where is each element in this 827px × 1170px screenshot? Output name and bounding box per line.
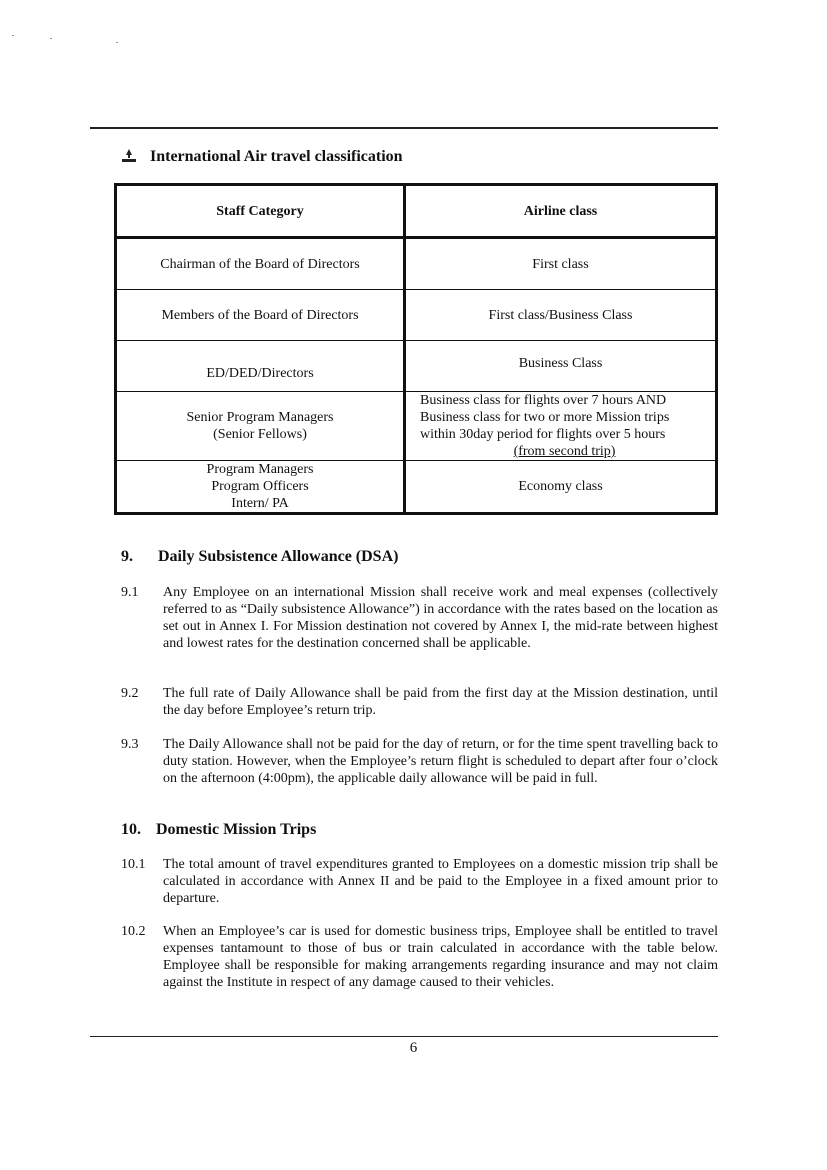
paragraph-number: 10.2 bbox=[121, 924, 146, 939]
paragraph-number: 10.1 bbox=[121, 857, 146, 872]
paragraph-number: 9.1 bbox=[121, 585, 139, 600]
table-row bbox=[116, 341, 717, 392]
scan-speck bbox=[50, 38, 52, 39]
airline-class-line: within 30day period for flights over 5 hours bbox=[420, 427, 666, 442]
cell-category: Chairman of the Board of Directors bbox=[116, 238, 405, 290]
airline-class-line: Business class for two or more Mission trips bbox=[420, 410, 670, 425]
arrow-bullet-icon bbox=[121, 149, 137, 163]
bottom-rule bbox=[90, 1036, 718, 1037]
cell-category bbox=[116, 461, 405, 514]
cell-category: ED/DED/Directors bbox=[116, 341, 405, 392]
section-10-title: Domestic Mission Trips bbox=[156, 821, 317, 838]
cell-airline-class: First class bbox=[405, 238, 717, 290]
table-row bbox=[116, 290, 717, 341]
paragraph-number: 9.2 bbox=[121, 686, 139, 701]
table-row bbox=[116, 238, 717, 290]
cell-airline-class: Economy class bbox=[405, 461, 717, 514]
top-rule bbox=[90, 127, 718, 129]
table-header-row bbox=[116, 185, 717, 238]
cell-category: Members of the Board of Directors bbox=[116, 290, 405, 341]
category-line: Program Officers bbox=[211, 479, 309, 494]
header-airline-class: Airline class bbox=[405, 185, 717, 238]
paragraph-text: The Daily Allowance shall not be paid for the day of return, or for the time spent travelling back to duty station. However, when the Employee’s return flight is scheduled to depart after four o’clock on the afternoon (4:00pm), the applicable daily allowance will be paid in full. bbox=[163, 737, 718, 786]
scan-speck bbox=[12, 35, 14, 36]
paragraph-text: When an Employee’s car is used for domestic business trips, Employee shall be entitled to travel expenses tantamount to those of bus or train calculated in accordance with the table below. Employee shall be responsible for making arrangements regarding insurance and may not claim against the Institute in respect of any damage caused to their vehicles. bbox=[163, 924, 718, 990]
cell-category bbox=[116, 392, 405, 461]
table-row bbox=[116, 392, 717, 461]
international-air-heading: International Air travel classification bbox=[150, 148, 403, 165]
table-row bbox=[116, 461, 717, 514]
category-line: Senior Program Managers bbox=[186, 410, 334, 425]
cell-airline-class bbox=[405, 392, 717, 461]
cell-airline-class: First class/Business Class bbox=[405, 290, 717, 341]
section-9-number: 9. bbox=[121, 548, 133, 565]
airline-class-line: (from second trip) bbox=[513, 444, 616, 459]
paragraph-text: The full rate of Daily Allowance shall be paid from the first day at the Mission destination, until the day before Employee’s return trip. bbox=[163, 686, 718, 718]
section-10-number: 10. bbox=[121, 821, 141, 838]
paragraph-number: 9.3 bbox=[121, 737, 139, 752]
page-number: 6 bbox=[409, 1040, 418, 1056]
air-classification-table bbox=[114, 183, 718, 515]
header-staff-category: Staff Category bbox=[116, 185, 405, 238]
scan-speck bbox=[116, 42, 118, 43]
category-line: (Senior Fellows) bbox=[213, 427, 307, 442]
airline-class-line: Business class for flights over 7 hours AND bbox=[420, 393, 667, 408]
category-line: Program Managers bbox=[206, 462, 314, 477]
section-9-title: Daily Subsistence Allowance (DSA) bbox=[158, 548, 399, 565]
cell-airline-class: Business Class bbox=[405, 341, 717, 392]
paragraph-text: Any Employee on an international Mission shall receive work and meal expenses (collectively referred to as “Daily subsistence Allowance”) in accordance with the rates based on the location as set out in Annex I. For Mission destination not covered by Annex I, the mid-rate between highest and lowest rates for the destination concerned shall be applicable. bbox=[163, 585, 718, 651]
category-line: Intern/ PA bbox=[231, 496, 289, 511]
paragraph-text: The total amount of travel expenditures granted to Employees on a domestic mission trip shall be calculated in accordance with Annex II and be paid to the Employee in a fixed amount prior to departure. bbox=[163, 857, 718, 906]
